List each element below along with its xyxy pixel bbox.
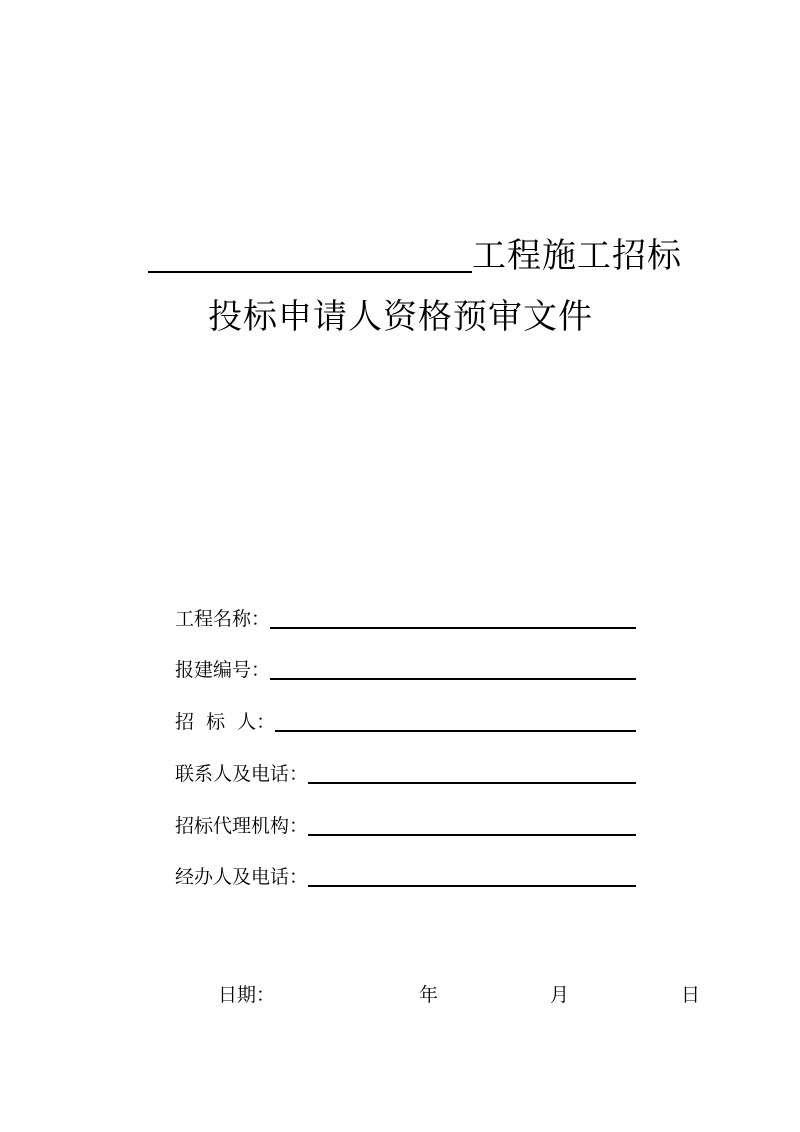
- date-day-label: 日: [681, 984, 701, 1006]
- field-registration-number: [175, 653, 636, 683]
- project-name-blank-line: [148, 271, 472, 273]
- field-handler-phone: [175, 860, 636, 890]
- field-blank-line-registration-number: [270, 678, 636, 680]
- field-contact-phone: [175, 757, 636, 787]
- field-project-name: [175, 602, 636, 632]
- field-label-project-name: 工程名称：: [175, 608, 271, 630]
- document-title-line2: 投标申请人资格预审文件: [208, 297, 593, 337]
- document-title-line1: [148, 232, 682, 276]
- field-blank-line-handler-phone: [308, 885, 636, 887]
- title-text-line1: 工程施工招标: [472, 236, 682, 276]
- field-label-tender-agency: 招标代理机构：: [175, 815, 309, 837]
- field-label-contact-phone: 联系人及电话：: [175, 763, 309, 785]
- field-blank-line-contact-phone: [308, 782, 636, 784]
- field-label-handler-phone: 经办人及电话：: [175, 866, 309, 888]
- field-blank-line-tenderer: [275, 730, 636, 732]
- field-tenderer: [175, 705, 636, 735]
- date-month-label: 月: [550, 984, 570, 1006]
- date-year-label: 年: [419, 984, 439, 1006]
- field-blank-line-tender-agency: [308, 834, 636, 836]
- field-blank-line-project-name: [270, 627, 636, 629]
- field-label-registration-number: 报建编号：: [175, 659, 271, 681]
- date-label: 日期：: [218, 984, 276, 1006]
- field-tender-agency: [175, 809, 636, 839]
- field-label-tenderer: 招 标 人：: [175, 711, 276, 733]
